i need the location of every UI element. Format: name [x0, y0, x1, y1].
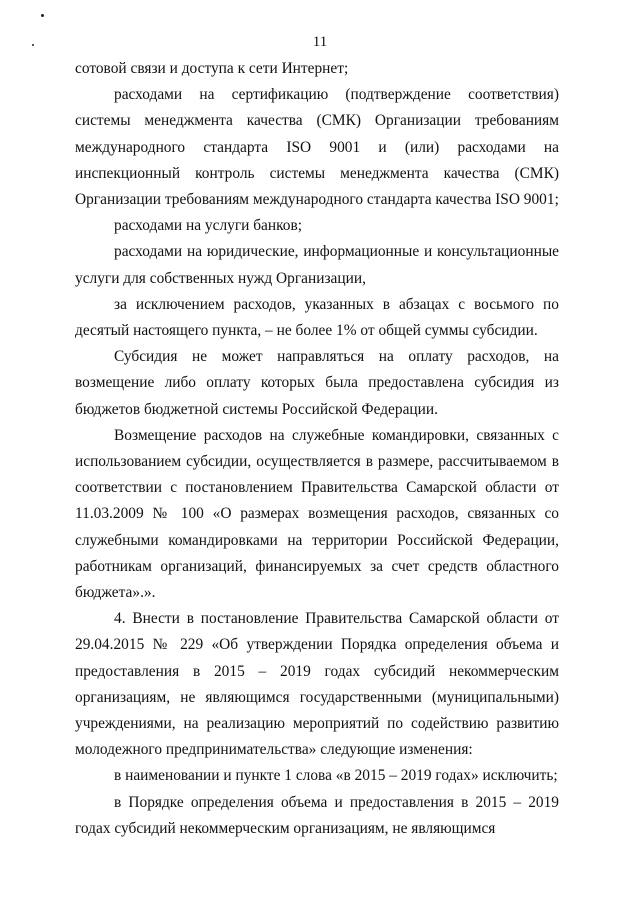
paragraph: сотовой связи и доступа к сети Интернет;	[75, 60, 349, 77]
paragraph: Возмещение расходов на служебные командировки, связанных с использованием субсидии, осуществляется в размере, рассчитываемом в соответствии с постановлением Правительства Самарской области от 11.03.2009 № 100 «О размерах возмещения расходов, связанных со служебными командировками на территории Российской Федерации, работникам организаций, финансируемых за счет средств областного бюджета».».	[75, 426, 559, 602]
document-body	[75, 56, 559, 842]
page-number: 11	[312, 34, 328, 50]
paragraph: в Порядке определения объема и предоставления в 2015 – 2019 годах субсидий некоммерческим организациям, не являющимся	[75, 793, 559, 837]
paragraph: за исключением расходов, указанных в абзацах с восьмого по десятый настоящего пункта, – не более 1% от общей суммы субсидии.	[75, 295, 559, 340]
paragraph: в наименовании и пункте 1 слова «в 2015 – 2019 годах» исключить;	[114, 767, 558, 785]
paragraph: 4. Внести в постановление Правительства Самарской области от 29.04.2015 № 229 «Об утверждении Порядка определения объема и предоставления в 2015 – 2019 годах субсидий некоммерческим организациям, не являющимся государственными (муниципальными) учреждениями, на реализацию мероприятий по содействию развитию молодежного предпринимательства» следующие изменения:	[75, 610, 559, 759]
scan-speck	[41, 14, 44, 17]
paragraph: Субсидия не может направляться на оплату расходов, на возмещение либо оплату которых была предоставлена субсидия из бюджетов бюджетной системы Российской Федерации.	[75, 348, 559, 418]
paragraph: расходами на услуги банков;	[114, 217, 303, 235]
paragraph: расходами на сертификацию (подтверждение соответствия) системы менеджмента качества (СМК) Организации требованиям международного стандарта ISO 9001 и (или) расходами на инспекционный контроль системы менеджмента качества (СМК) Организации требованиям международного стандарта качества ISO 9001;	[75, 86, 559, 209]
paragraph: расходами на юридические, информационные и консультационные услуги для собственных нужд Организации,	[75, 243, 559, 287]
